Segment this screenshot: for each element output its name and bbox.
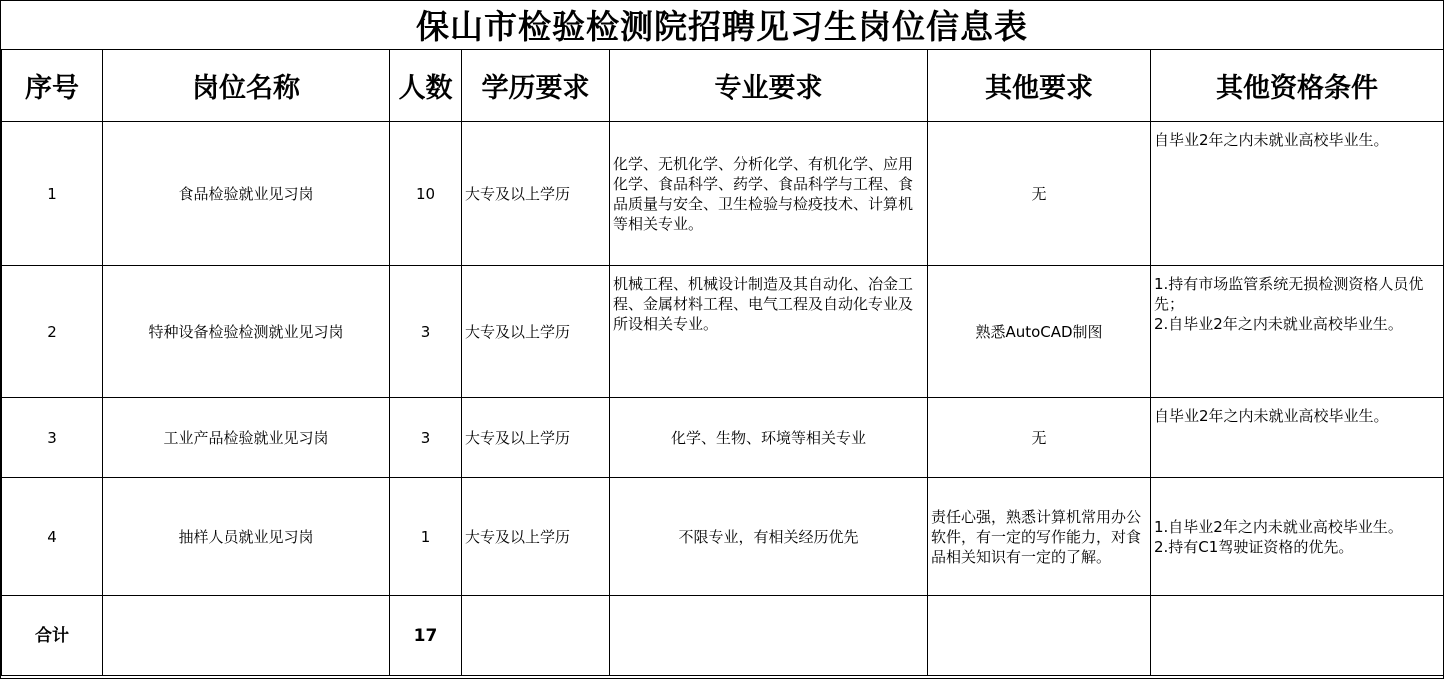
cell-total-label[interactable]: 合计	[2, 596, 103, 676]
cell-empty[interactable]	[928, 596, 1151, 676]
cell-position-name[interactable]: 抽样人员就业见习岗	[103, 478, 390, 596]
header-position-name: 岗位名称	[103, 50, 390, 122]
cell-qualifications[interactable]	[1151, 122, 1444, 266]
qualification-line: 1.自毕业2年之内未就业高校毕业生。	[1154, 517, 1403, 536]
cell-position-name[interactable]: 工业产品检验就业见习岗	[103, 398, 390, 478]
cell-serial-number[interactable]: 2	[2, 266, 103, 398]
table-row	[2, 266, 1444, 398]
page-title: 保山市检验检测院招聘见习生岗位信息表	[416, 6, 1028, 46]
header-headcount: 人数	[390, 50, 462, 122]
cell-qualifications[interactable]	[1151, 266, 1444, 398]
qualification-line: 自毕业2年之内未就业高校毕业生。	[1154, 407, 1389, 425]
qualification-line: 2.持有C1驾驶证资格的优先。	[1154, 537, 1354, 556]
header-other-qualifications: 其他资格条件	[1151, 50, 1444, 122]
qualification-line: 1.持有市场监管系统无损检测资格人员优先；	[1154, 275, 1424, 313]
cell-serial-number[interactable]: 1	[2, 122, 103, 266]
cell-headcount[interactable]: 3	[390, 266, 462, 398]
cell-empty[interactable]	[462, 596, 610, 676]
cell-major[interactable]: 机械工程、机械设计制造及其自动化、冶金工程、金属材料工程、电气工程及自动化专业及所设相关专业。	[610, 266, 928, 398]
cell-serial-number[interactable]: 3	[2, 398, 103, 478]
cell-major[interactable]: 化学、无机化学、分析化学、有机化学、应用化学、食品科学、药学、食品科学与工程、食品质量与安全、卫生检验与检疫技术、计算机等相关专业。	[610, 122, 928, 266]
cell-other-requirement[interactable]: 无	[928, 398, 1151, 478]
header-row	[2, 50, 1444, 122]
total-row	[2, 596, 1444, 676]
cell-education[interactable]: 大专及以上学历	[462, 122, 610, 266]
cell-headcount[interactable]: 3	[390, 398, 462, 478]
cell-position-name[interactable]: 特种设备检验检测就业见习岗	[103, 266, 390, 398]
cell-headcount[interactable]: 1	[390, 478, 462, 596]
cell-education[interactable]: 大专及以上学历	[462, 478, 610, 596]
cell-major[interactable]: 化学、生物、环境等相关专业	[610, 398, 928, 478]
cell-headcount[interactable]: 10	[390, 122, 462, 266]
cell-other-requirement[interactable]: 无	[928, 122, 1151, 266]
table-row	[2, 122, 1444, 266]
cell-other-requirement[interactable]: 责任心强，熟悉计算机常用办公软件，有一定的写作能力，对食品相关知识有一定的了解。	[928, 478, 1151, 596]
position-info-table	[1, 49, 1444, 676]
cell-other-requirement[interactable]: 熟悉AutoCAD制图	[928, 266, 1151, 398]
cell-total-count[interactable]: 17	[390, 596, 462, 676]
cell-empty[interactable]	[610, 596, 928, 676]
header-other-requirement: 其他要求	[928, 50, 1151, 122]
table-row	[2, 478, 1444, 596]
qualification-line: 2.自毕业2年之内未就业高校毕业生。	[1154, 315, 1403, 333]
cell-qualifications[interactable]	[1151, 478, 1444, 596]
qualification-line: 自毕业2年之内未就业高校毕业生。	[1154, 131, 1389, 149]
cell-empty[interactable]	[103, 596, 390, 676]
cell-serial-number[interactable]: 4	[2, 478, 103, 596]
table-row	[2, 398, 1444, 478]
header-serial-number: 序号	[2, 50, 103, 122]
header-major-requirement: 专业要求	[610, 50, 928, 122]
cell-qualifications[interactable]	[1151, 398, 1444, 478]
cell-empty[interactable]	[1151, 596, 1444, 676]
cell-position-name[interactable]: 食品检验就业见习岗	[103, 122, 390, 266]
header-education-requirement: 学历要求	[462, 50, 610, 122]
cell-major[interactable]: 不限专业，有相关经历优先	[610, 478, 928, 596]
cell-education[interactable]: 大专及以上学历	[462, 266, 610, 398]
cell-education[interactable]: 大专及以上学历	[462, 398, 610, 478]
